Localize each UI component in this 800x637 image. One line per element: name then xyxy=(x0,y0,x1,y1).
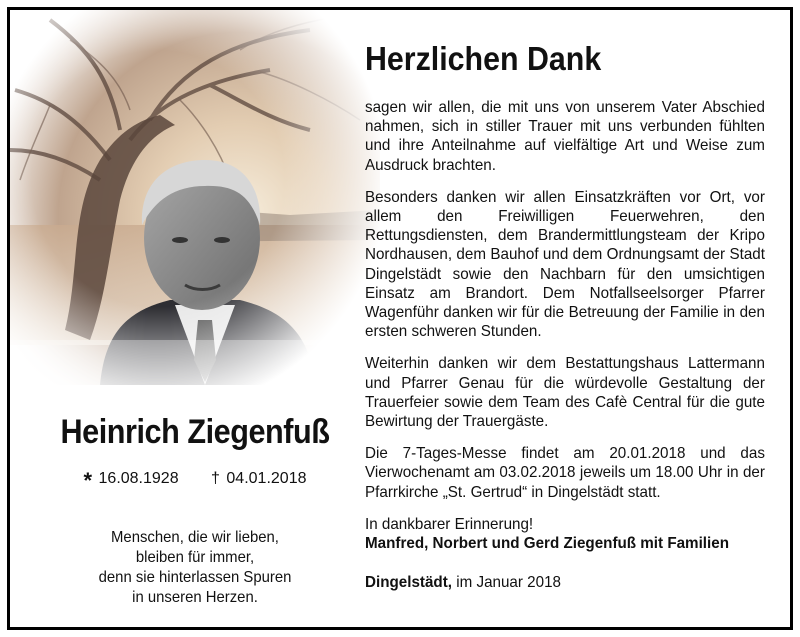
paragraph: sagen wir allen, die mit uns von unserem Vater Abschied nahmen, sich in stiller Trauer mit uns verbunden fühlten und ihre Anteilnahme auf vielfältige Art und Weise zum Ausdruck brachten. xyxy=(365,99,765,174)
paragraph: Die 7-Tages-Messe findet am 20.01.2018 und das Vierwochenamt am 03.02.2018 jeweils um 18.00 Uhr in der Pfarrkirche „St. Gertrud“ in Dingelstädt statt. xyxy=(365,445,765,501)
birth-date-value: 16.08.1928 xyxy=(98,470,179,487)
page-title: Herzlichen Dank xyxy=(365,40,602,77)
closing-line: In dankbarer Erinnerung! xyxy=(365,515,534,533)
death-date-value: 04.01.2018 xyxy=(226,470,307,487)
birth-date xyxy=(84,468,179,494)
birth-symbol: * xyxy=(83,468,93,493)
family-signature: Manfred, Norbert und Gerd Ziegenfuß mit Familien xyxy=(365,535,729,553)
quote-line: Menschen, die wir lieben, xyxy=(111,529,279,546)
death-date xyxy=(211,470,306,488)
quote-line: denn sie hinterlassen Spuren xyxy=(98,569,292,586)
quote-line: bleiben für immer, xyxy=(135,549,255,566)
place: Dingelstädt, xyxy=(365,574,452,592)
date: im Januar 2018 xyxy=(451,574,561,592)
obituary-frame xyxy=(7,7,793,630)
quote-line: in unseren Herzen. xyxy=(132,589,258,606)
place-date xyxy=(365,573,765,592)
death-symbol: † xyxy=(211,470,220,487)
closing-block xyxy=(365,515,765,553)
deceased-name: Heinrich Ziegenfuß xyxy=(60,413,330,451)
paragraph: Weiterhin danken wir dem Bestattungshaus Lattermann und Pfarrer Genau für die würdevolle Gestaltung der Trauerfeier sowie dem Team des Cafè Central für die gute Bewirtung der Trauergäste. xyxy=(365,355,765,431)
paragraph: Besonders danken wir allen Einsatzkräften vor Ort, vor allem den Freiwilligen Feuerwehren, den Rettungsdiensten, dem Brandermittlungsteam der Kripo Nordhausen, dem Bauhof und dem Ordnungsamt der Stadt Dingelstädt sowie den Nachbarn für den umsichtigen Einsatz am Brandort. Dem Notfallseelsorger Pfarrer Wagenführ danken wir für die Betreuung der Familie in den ersten schweren Stunden. xyxy=(365,188,765,341)
thanks-text xyxy=(365,98,765,605)
portrait-photo xyxy=(10,10,380,385)
memorial-quote xyxy=(10,528,380,608)
life-dates xyxy=(10,468,380,494)
